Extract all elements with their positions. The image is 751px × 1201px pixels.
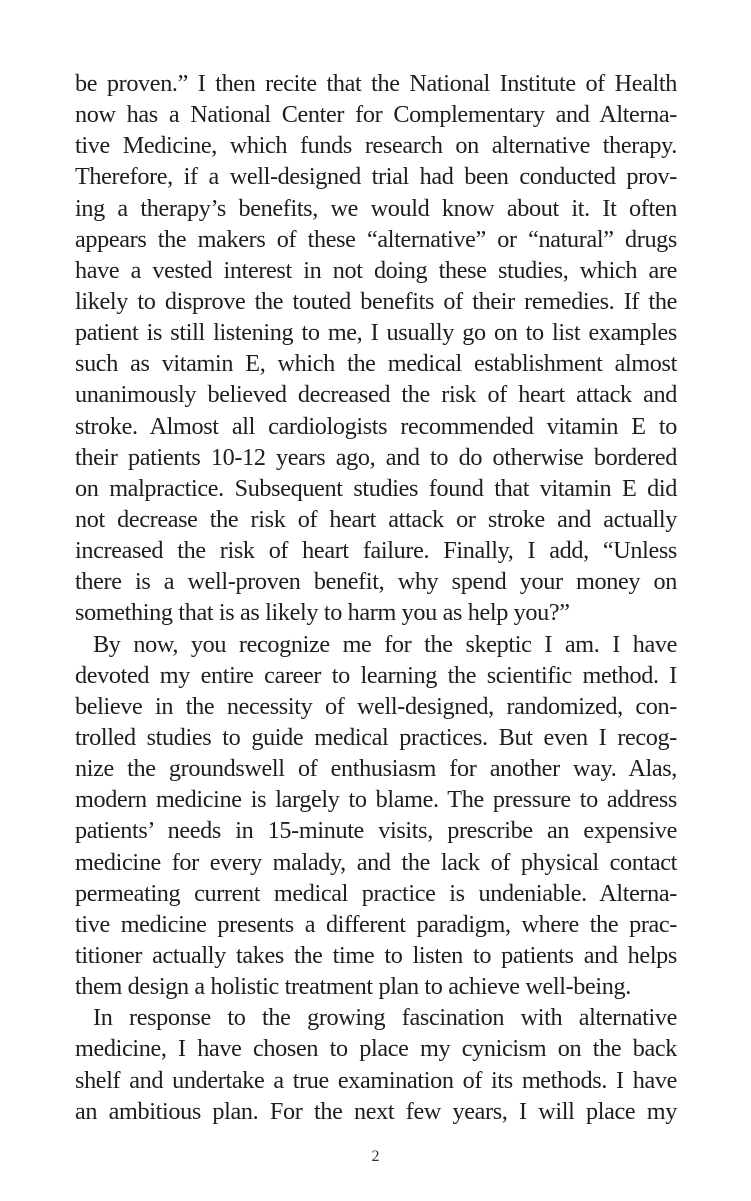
text-line: be proven.” I then recite that the National Institute of Health (75, 70, 677, 97)
text-line: Therefore, if a well-designed trial had been conducted prov- (75, 163, 677, 191)
paragraph (75, 68, 677, 629)
text-line: tive Medicine, which funds research on alternative therapy. (75, 132, 677, 160)
text-line: devoted my entire career to learning the scientific method. I (75, 661, 677, 689)
text-line: on malpractice. Subsequent studies found that vitamin E did (75, 474, 677, 502)
text-line: medicine for every malady, and the lack of physical contact (75, 848, 677, 876)
text-line: there is a well-proven benefit, why spend your money on (75, 568, 677, 596)
text-line: medicine, I have chosen to place my cynicism on the back (75, 1035, 677, 1063)
text-line: them design a holistic treatment plan to achieve well-being. (75, 973, 631, 1001)
text-line: In response to the growing fascination with alternative (93, 1004, 677, 1032)
text-line: an ambitious plan. For the next few years, I will place my (75, 1097, 677, 1125)
text-line: such as vitamin E, which the medical establishment almost (75, 350, 677, 378)
paragraph (75, 629, 677, 1003)
text-line: nize the groundswell of enthusiasm for another way. Alas, (75, 755, 677, 783)
text-line: something that is as likely to harm you as help you?” (75, 599, 570, 627)
text-line: patients’ needs in 15-minute visits, prescribe an expensive (75, 817, 677, 845)
text-line: now has a National Center for Complementary and Alterna- (75, 101, 677, 129)
text-line: shelf and undertake a true examination of its methods. I have (75, 1066, 677, 1094)
text-line: By now, you recognize me for the skeptic I am. I have (93, 630, 677, 658)
page-number: 2 (371, 1148, 380, 1165)
text-line: modern medicine is largely to blame. The pressure to address (75, 786, 677, 814)
text-line: tive medicine presents a different paradigm, where the prac- (75, 910, 677, 938)
text-line: appears the makers of these “alternative” or “natural” drugs (75, 225, 677, 253)
text-line: stroke. Almost all cardiologists recommended vitamin E to (75, 412, 677, 440)
page-body (75, 68, 677, 1127)
text-line: believe in the necessity of well-designed, randomized, con- (75, 692, 677, 720)
paragraph (75, 1002, 677, 1127)
text-line: patient is still listening to me, I usually go on to list examples (75, 319, 677, 347)
text-line: unanimously believed decreased the risk of heart attack and (75, 381, 677, 409)
text-line: titioner actually takes the time to listen to patients and helps (75, 941, 677, 969)
text-line: their patients 10-12 years ago, and to do otherwise bordered (75, 443, 677, 471)
text-line: ing a therapy’s benefits, we would know about it. It often (75, 194, 677, 222)
text-line: trolled studies to guide medical practices. But even I recog- (75, 723, 677, 751)
text-line: have a vested interest in not doing these studies, which are (75, 256, 677, 284)
text-line: permeating current medical practice is undeniable. Alterna- (75, 879, 677, 907)
text-line: not decrease the risk of heart attack or stroke and actually (75, 505, 677, 533)
text-line: increased the risk of heart failure. Finally, I add, “Unless (75, 537, 677, 565)
text-line: likely to disprove the touted benefits of their remedies. If the (75, 287, 677, 315)
